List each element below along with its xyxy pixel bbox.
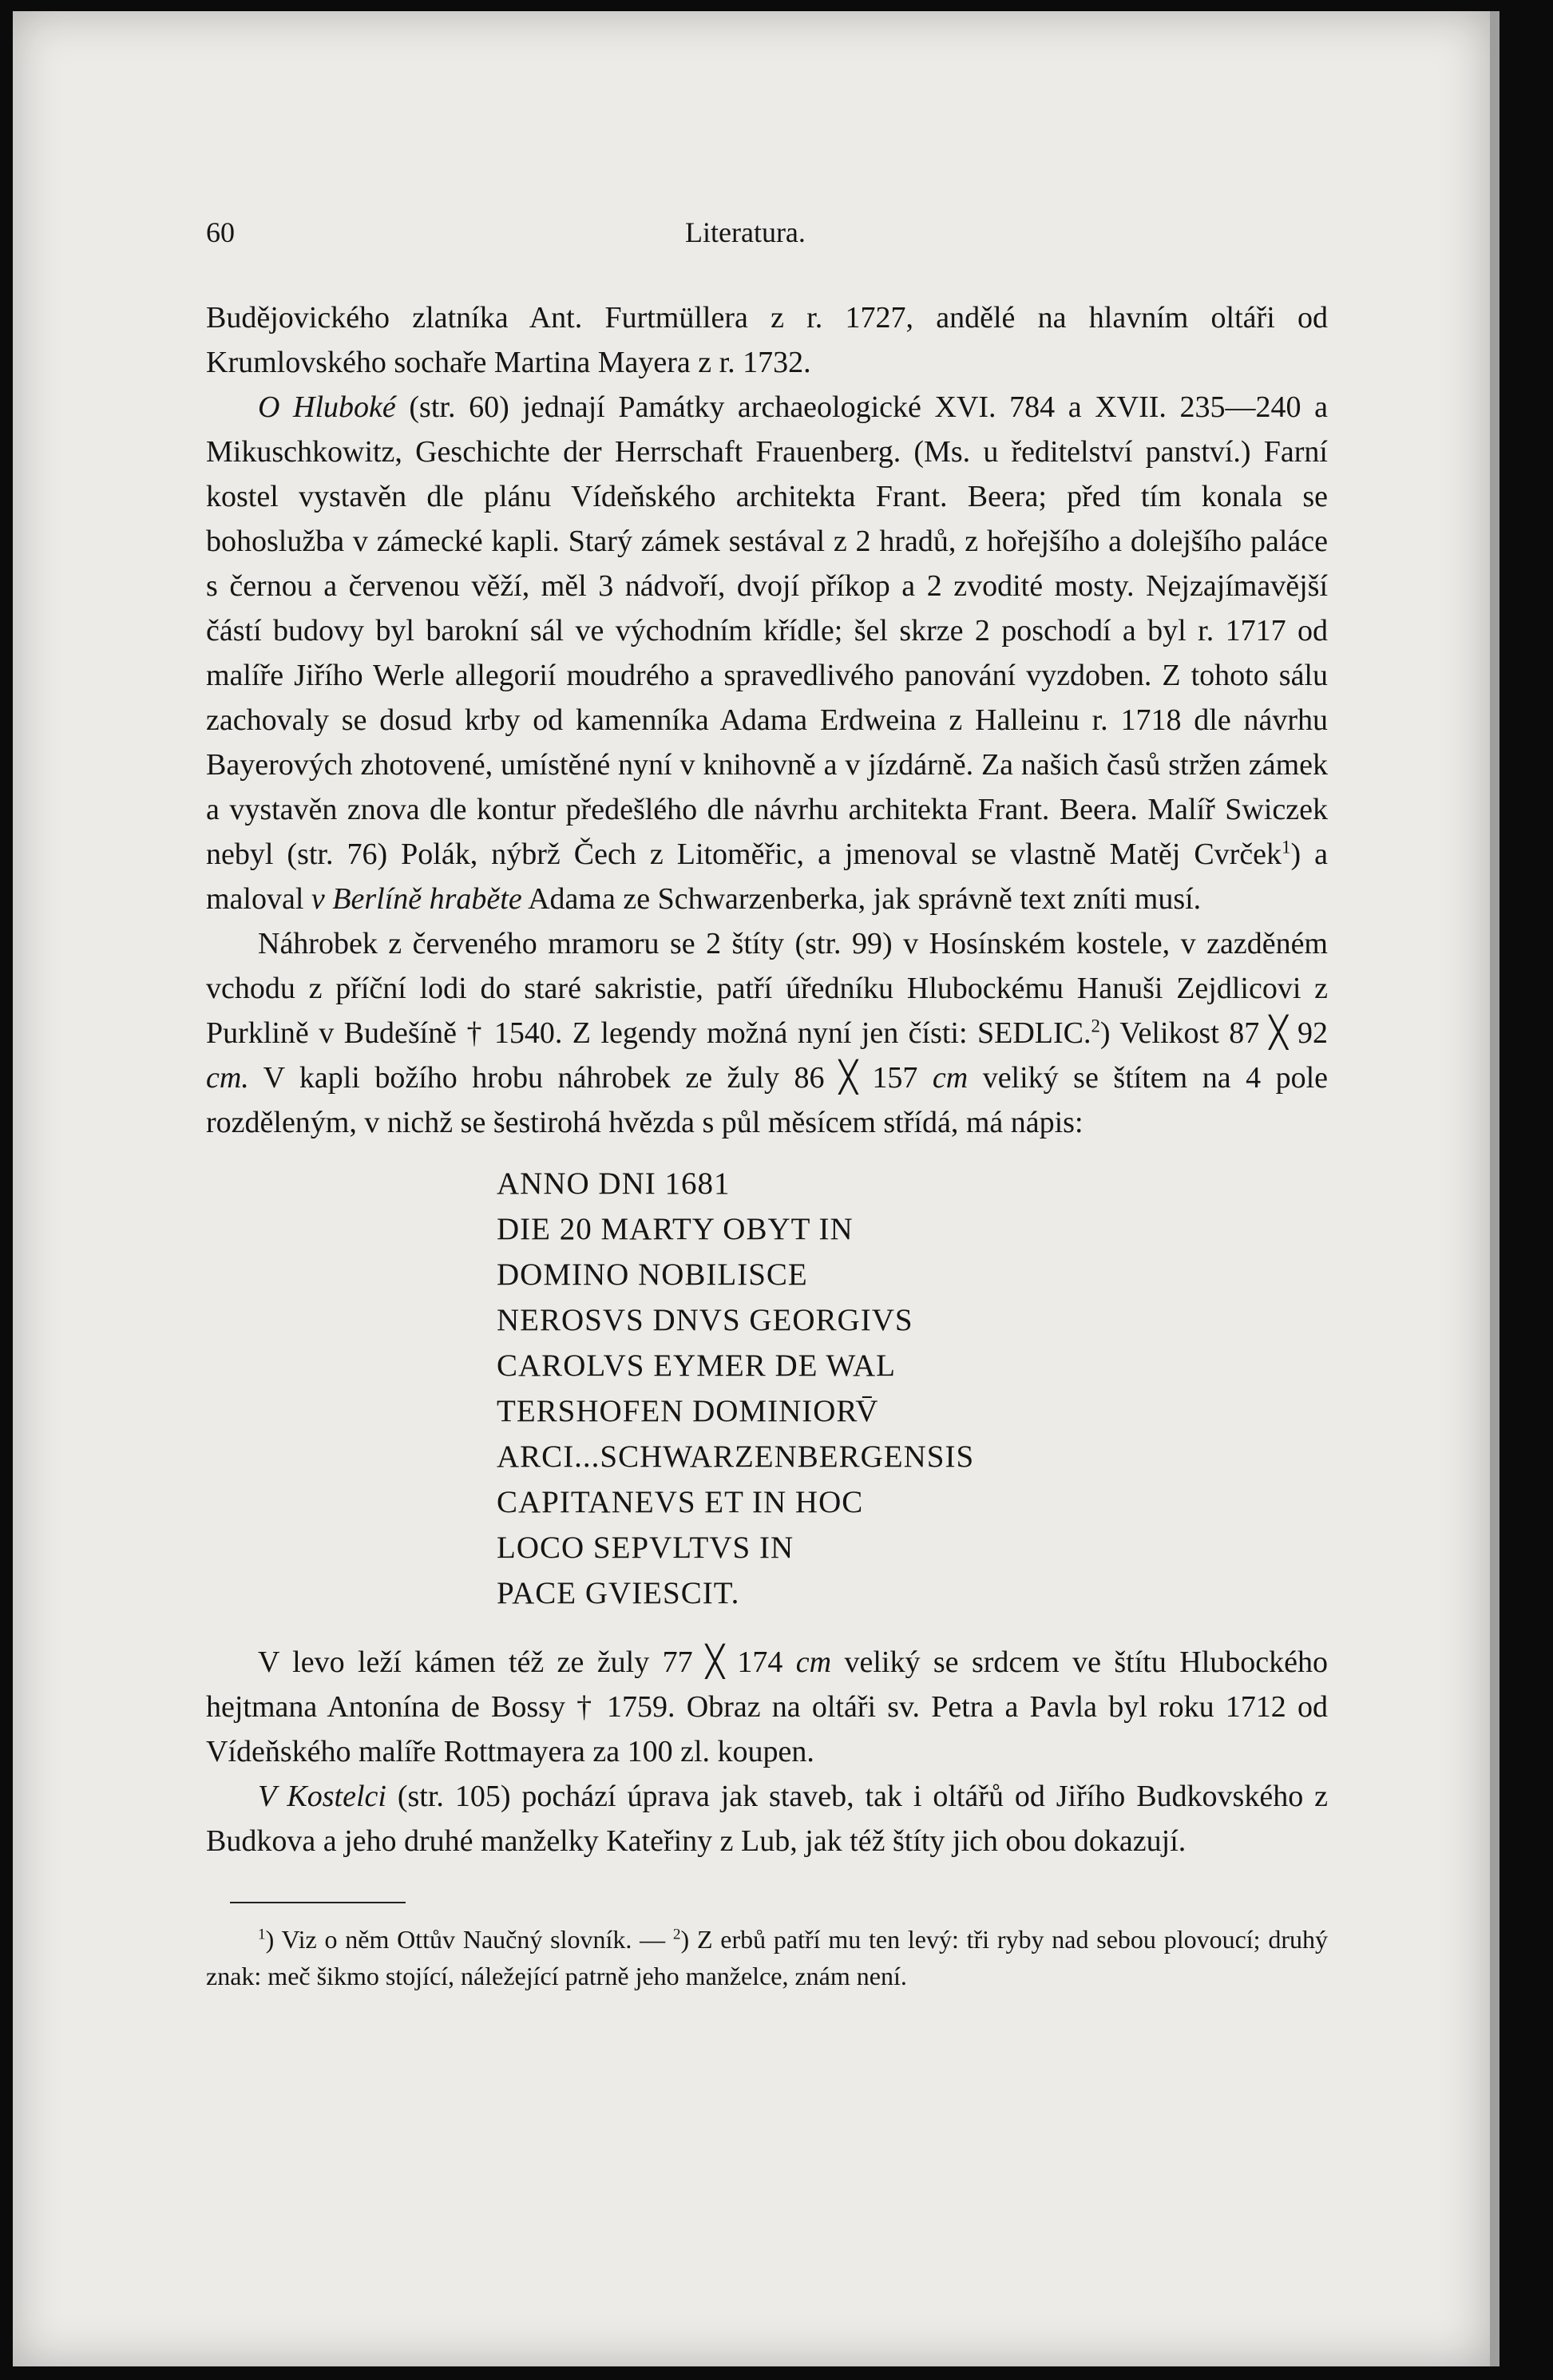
paragraph-4-text-b: veliký se srdcem ve štítu Hlubockého hejtmana Antonína de Bossy † 1759. Obraz na oltáři sv. Petra a Pavla byl roku 1712 od Vídeňského malíře Rottmayera za 100 zl. koupen. <box>206 1645 1328 1768</box>
page-edge <box>1490 11 1500 2366</box>
body-text <box>206 295 1328 1863</box>
footnote-ref-2: 2 <box>1091 1016 1100 1036</box>
inscription-line: TERSHOFEN DOMINIORV̄ <box>497 1394 879 1428</box>
footnote-mark-1: 1 <box>258 1926 266 1943</box>
paragraph-3-text-d: veliký se štítem na 4 pole rozděleným, v nichž se šestirohá hvězda s půl měsícem střídá, má nápis: <box>206 1061 1328 1139</box>
footnote-1-text: ) Viz o něm Ottův Naučný slovník. — <box>265 1925 673 1954</box>
footnote-block <box>206 1921 1328 1994</box>
running-title: Literatura. <box>685 216 806 248</box>
italic-place-hluboka: O Hluboké <box>258 390 396 424</box>
inscription-line: DOMINO NOBILISCE <box>497 1257 808 1292</box>
paragraph-5-text: (str. 105) pochází úprava jak staveb, tak i oltářů od Jiřího Budkovského z Budkova a jeho druhé manželky Kateřiny z Lub, jak též štíty jich obou dokazují. <box>206 1780 1328 1858</box>
italic-place-kostelec: V Kostelci <box>258 1780 386 1813</box>
footnote-mark-2: 2 <box>672 1926 681 1943</box>
paragraph-2-text-c: Adama ze Schwarzenberka, jak správně text zníti musí. <box>521 882 1202 916</box>
inscription-line: NEROSVS DNVS GEORGIVS <box>497 1303 913 1337</box>
inscription-line: LOCO SEPVLTVS IN <box>497 1531 794 1565</box>
inscription-line: PACE GVIESCIT. <box>497 1576 740 1610</box>
paragraph-2 <box>206 385 1328 921</box>
inscription-line: ARCI...SCHWARZENBERGENSIS <box>497 1439 975 1474</box>
inscription-line: CAROLVS EYMER DE WAL <box>497 1348 896 1383</box>
inscription-line: CAPITANEVS ET IN HOC <box>497 1485 864 1519</box>
paragraph-3 <box>206 921 1328 1145</box>
page-number: 60 <box>206 216 235 248</box>
paragraph-3-text: Náhrobek z červeného mramoru se 2 štíty (str. 99) v Hosínském kostele, v zazděném vchodu z příční lodi do staré sakristie, patří úředníku Hlubockému Hanuši Zejdlicovi z Purklině v Budešíně † 1540. Z legendy možná nyní jen čísti: SEDLIC. <box>206 927 1328 1050</box>
paragraph-2-text: (str. 60) jednají Památky archaeologické XVI. 784 a XVII. 235—240 a Mikuschkowitz, Geschichte der Herrschaft Frauenberg. (Ms. u ředitelství panství.) Farní kostel vystavěn dle plánu Vídeňského architekta Frant. Beera; před tím konala se bohoslužba v zámecké kapli. Starý zámek sestával z 2 hradů, z hořejšího a dolejšího paláce s černou a červenou věží, měl 3 nádvoří, dvojí příkop a 2 zvodité mosty. Nejzajímavější částí budovy byl barokní sál ve východním křídle; šel skrze 2 poschodí a byl r. 1717 od malíře Jiřího Werle allegorií moudrého a spravedlivého panování vyzdoben. Z tohoto sálu zachovaly se dosud krby od kamenníka Adama Erdweina z Halleinu r. 1718 dle návrhu Bayerových zhotovené, umístěné nyní v knihovně a v jízdárně. Za našich časů stržen zámek a vystavěn znova dle kontur předešlého dle návrhu architekta Frant. Beera. Malíř Swiczek nebyl (str. 76) Polák, nýbrž Čech z Litoměřic, a jmenoval se vlastně Matěj Cvrček <box>206 390 1329 871</box>
footnotes <box>206 1921 1328 1994</box>
footnote-2-text: ) Z erbů patří mu ten levý: tři ryby nad sebou plovoucí; druhý znak: meč šikmo stojící, náležející patrně jeho manželce, znám není. <box>206 1925 1329 1990</box>
inscription-line: DIE 20 MARTY OBYT IN <box>497 1212 854 1246</box>
italic-berlin-phrase: v Berlíně hraběte <box>311 882 522 916</box>
paragraph-3-text-b: ) Velikost 87 ╳ 92 <box>1099 1016 1329 1050</box>
paragraph-3-text-c: V kapli božího hrobu náhrobek ze žuly 86 ╳ 157 <box>248 1061 933 1095</box>
footnote-divider <box>230 1902 406 1903</box>
footnote-ref-1: 1 <box>1282 837 1291 857</box>
unit-cm-2: cm <box>932 1061 969 1095</box>
page-content <box>206 216 1328 1994</box>
inscription-line: ANNO DNI 1681 <box>497 1166 731 1201</box>
tomb-inscription <box>497 1161 1328 1616</box>
unit-cm-3: cm <box>795 1645 832 1679</box>
paragraph-4 <box>206 1640 1328 1774</box>
paragraph-1 <box>206 295 1328 385</box>
page-header <box>206 216 1328 263</box>
paragraph-2-text-b: ) a maloval <box>206 838 1328 916</box>
unit-cm-1: cm. <box>206 1061 249 1095</box>
paragraph-1-text: Budějovického zlatníka Ant. Furtmüllera z r. 1727, andělé na hlavním oltáři od Krumlovského sochaře Martina Mayera z r. 1732. <box>206 301 1328 379</box>
paragraph-4-text: V levo leží kámen též ze žuly 77 ╳ 174 <box>258 1645 796 1679</box>
paragraph-5 <box>206 1774 1328 1863</box>
